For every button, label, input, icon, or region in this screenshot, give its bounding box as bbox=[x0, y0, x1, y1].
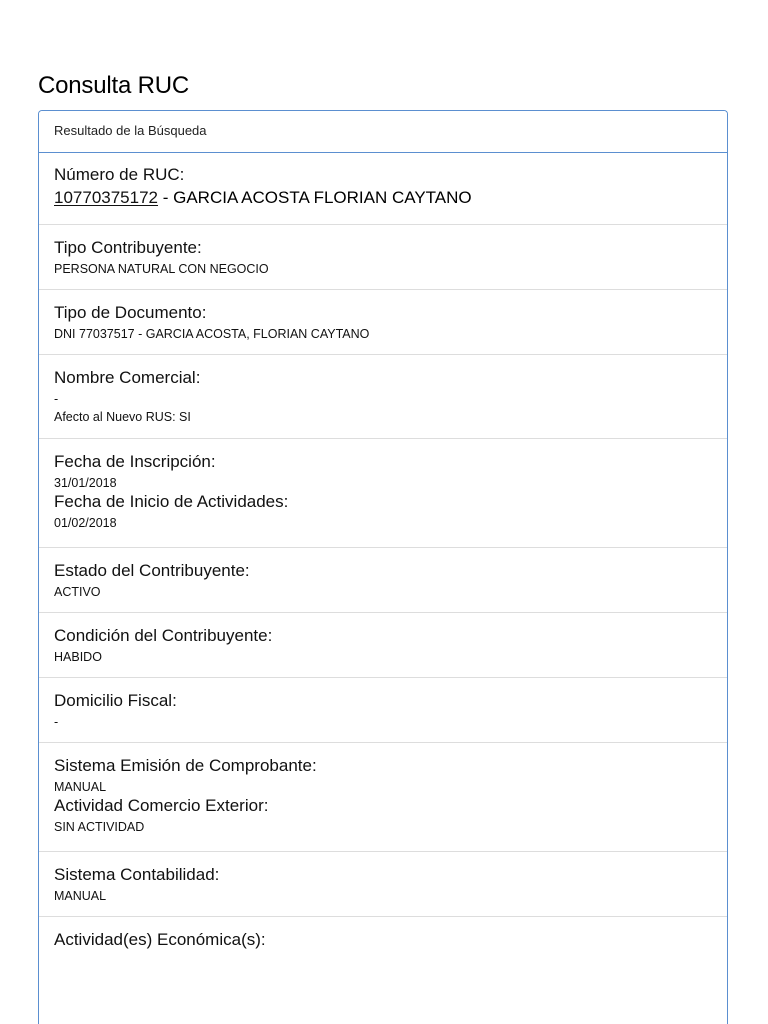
emision-item bbox=[39, 743, 727, 852]
comercio-exterior-label: Actividad Comercio Exterior: bbox=[54, 796, 269, 815]
domicilio-value: - bbox=[54, 715, 59, 729]
condicion-label: Condición del Contribuyente: bbox=[54, 626, 273, 645]
fechas-item bbox=[39, 439, 727, 548]
fecha-inicio-value: 01/02/2018 bbox=[54, 516, 117, 530]
ruc-number-link[interactable]: 10770375172 bbox=[54, 188, 159, 207]
fecha-inscripcion-label: Fecha de Inscripción: bbox=[54, 452, 216, 471]
ruc-label: Número de RUC: bbox=[54, 165, 185, 184]
tipo-documento-item bbox=[39, 290, 727, 355]
nombre-comercial-label: Nombre Comercial: bbox=[54, 368, 201, 387]
domicilio-item bbox=[39, 678, 727, 743]
contabilidad-item bbox=[39, 852, 727, 917]
actividades-item bbox=[39, 917, 727, 987]
estado-label: Estado del Contribuyente: bbox=[54, 561, 250, 580]
nombre-comercial-item bbox=[39, 355, 727, 439]
page-title: Consulta RUC bbox=[38, 72, 189, 99]
actividades-label: Actividad(es) Económica(s): bbox=[54, 930, 266, 949]
estado-value: ACTIVO bbox=[54, 585, 101, 599]
tipo-contribuyente-label: Tipo Contribuyente: bbox=[54, 238, 202, 257]
condicion-value: HABIDO bbox=[54, 650, 102, 664]
tipo-contribuyente-item bbox=[39, 225, 727, 290]
fecha-inicio-label: Fecha de Inicio de Actividades: bbox=[54, 492, 289, 511]
estado-item bbox=[39, 548, 727, 613]
tipo-documento-label: Tipo de Documento: bbox=[54, 303, 207, 322]
fecha-inscripcion-value: 31/01/2018 bbox=[54, 476, 117, 490]
nuevo-rus-value: Afecto al Nuevo RUS: SI bbox=[54, 410, 191, 424]
domicilio-label: Domicilio Fiscal: bbox=[54, 691, 177, 710]
contabilidad-value: MANUAL bbox=[54, 889, 107, 903]
results-panel bbox=[38, 110, 728, 1024]
tipo-documento-value: DNI 77037517 - GARCIA ACOSTA, FLORIAN CAYTANO bbox=[54, 327, 370, 341]
tipo-contribuyente-value: PERSONA NATURAL CON NEGOCIO bbox=[54, 262, 269, 276]
ruc-item bbox=[39, 153, 727, 225]
ruc-line bbox=[54, 186, 712, 210]
comercio-exterior-value: SIN ACTIVIDAD bbox=[54, 820, 145, 834]
emision-label: Sistema Emisión de Comprobante: bbox=[54, 756, 317, 775]
panel-heading: Resultado de la Búsqueda bbox=[39, 111, 727, 153]
condicion-item bbox=[39, 613, 727, 678]
ruc-name: - GARCIA ACOSTA FLORIAN CAYTANO bbox=[158, 188, 472, 207]
contabilidad-label: Sistema Contabilidad: bbox=[54, 865, 220, 884]
nombre-comercial-value: - bbox=[54, 392, 59, 406]
emision-value: MANUAL bbox=[54, 780, 107, 794]
